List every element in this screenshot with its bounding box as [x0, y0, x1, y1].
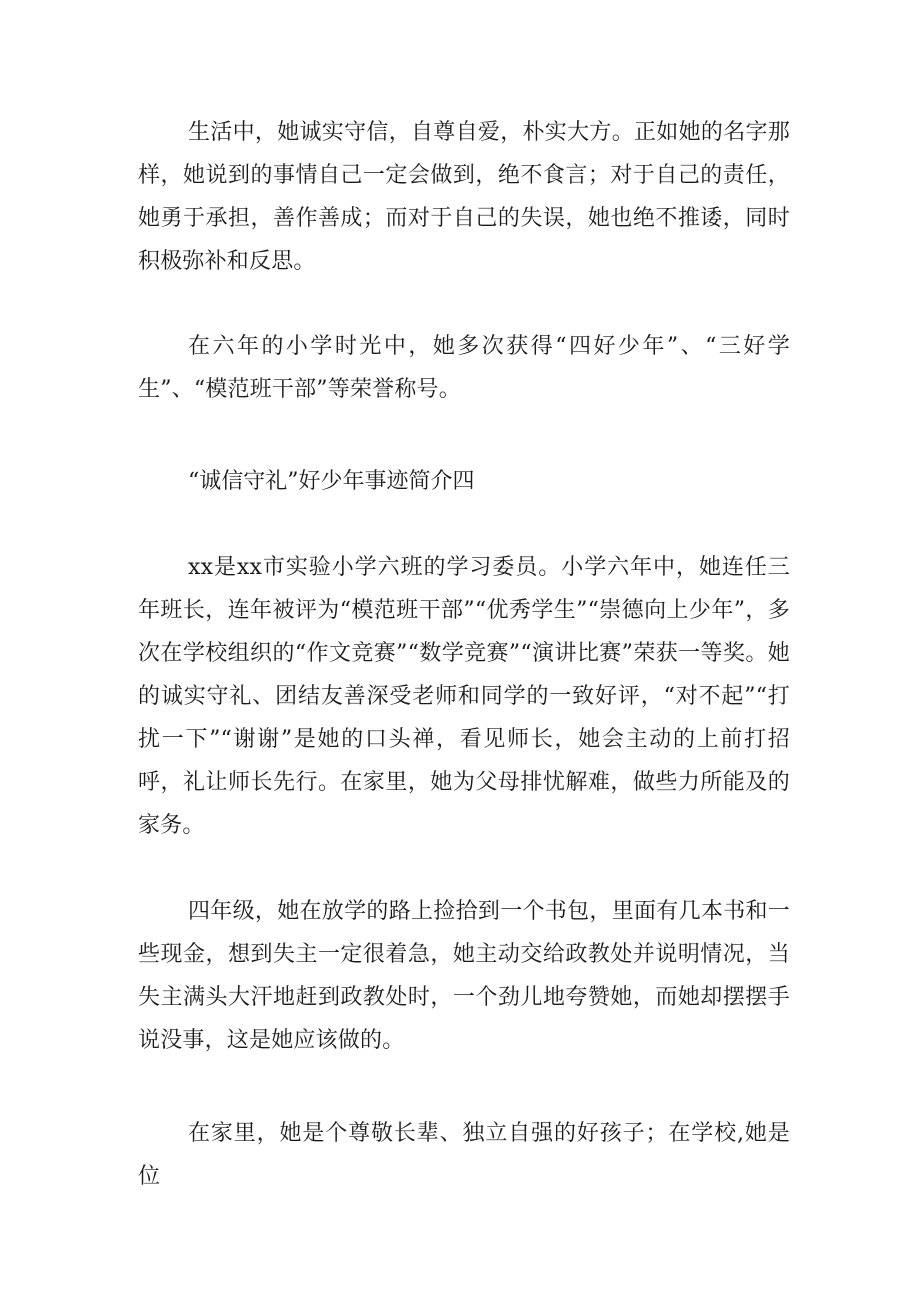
body-paragraph: 生活中，她诚实守信，自尊自爱，朴实大方。正如她的名字那样，她说到的事情自己一定会做到，绝不食言；对于自己的责任，她勇于承担，善作善成；而对于自己的失误，她也绝不推诿，同时积极弥补和反思。 [138, 120, 790, 274]
section-heading: “诚信守礼”好少年事迹简介四 [188, 469, 475, 494]
body-paragraph: 四年级，她在放学的路上捡拾到一个书包，里面有几本书和一些现金，想到失主一定很着急，她主动交给政教处并说明情况，当失主满头大汗地赶到政教处时，一个劲儿地夸赞她，而她却摆摆手说没事，这是她应该做的。 [138, 899, 790, 1053]
body-paragraph: 在家里，她是个尊敬长辈、独立自强的好孩子；在学校,她是位 [138, 1121, 790, 1189]
body-paragraph: xx是xx市实验小学六班的学习委员。小学六年中，她连任三年班长，连年被评为“模范班干部”“优秀学生”“崇德向上少年”，多次在学校组织的“作文竞赛”“数学竞赛”“演讲比赛”荣获一等奖。她的诚实守礼、团结友善深受老师和同学的一致好评，“对不起”“打扰一下”“谢谢”是她的口头禅，看见师长，她会主动的上前打招呼，礼让师长先行。在家里，她为父母排忧解难，做些力所能及的家务。 [138, 555, 790, 838]
body-paragraph: 在六年的小学时光中，她多次获得“四好少年”、“三好学生”、“模范班干部”等荣誉称号。 [138, 334, 790, 402]
